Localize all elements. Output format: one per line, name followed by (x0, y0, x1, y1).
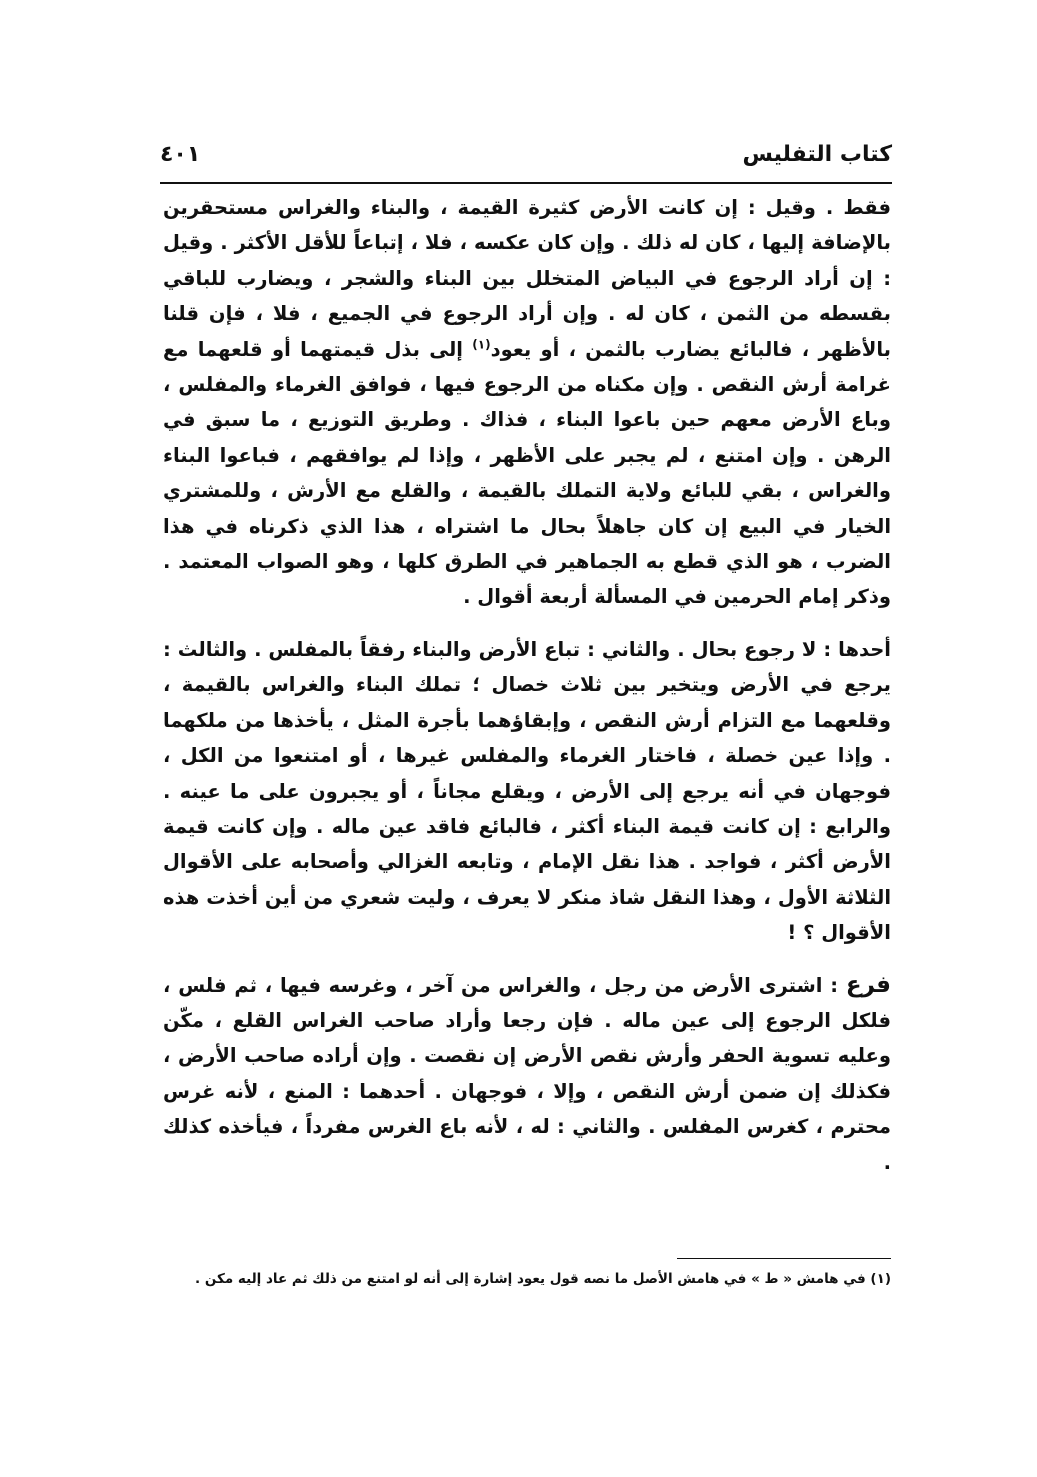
paragraph-3 (163, 968, 891, 1180)
page-number: ٤٠١ (160, 142, 201, 167)
paragraph-3-text: : اشترى الأرض من رجل ، والغراس من آخر ، وغرسه فيها ، ثم فلس ، فلكل الرجوع إلى عين ماله . فإن رجعا وأراد صاحب الغراس القلع ، مكّن وعليه تسوية الحفر وأرش نقص الأرض إن نقصت . وإن أراده صاحب الأرض ، فكذلك إن ضمن أرش النقص ، وإلا ، فوجهان . أحدهما : المنع ، لأنه غرس محترم ، كغرس المفلس . والثاني : له ، لأنه باع الغرس مفرداً ، فيأخذه كذلك . (163, 973, 891, 1174)
paragraph-1-text-after: إلى بذل قيمتهما أو قلعهما مع غرامة أرش النقص . وإن مكناه من الرجوع فيها ، فوافق الغرماء والمفلس ، وباع الأرض معهم حين باعوا البناء ، فذاك . وطريق التوزيع ، ما سبق في الرهن . وإن امتنع ، لم يجبر على الأظهر ، وإذا لم يوافقهم ، فباعوا البناء والغراس ، بقي للبائع ولاية التملك بالقيمة ، والقلع مع الأرش ، وللمشتري الخيار في البيع إن كان جاهلاً بحال ما اشتراه ، هذا الذي ذكرناه في هذا الضرب ، هو الذي قطع به الجماهير في الطرق كلها ، وهو الصواب المعتمد . وذكر إمام الحرمين في المسألة أربعة أقوال . (163, 337, 891, 609)
branch-label: فرع (845, 971, 891, 998)
chapter-title: كتاب التفليس (742, 142, 892, 167)
footnote-reference[interactable]: (١) (472, 337, 491, 352)
footnote-divider (677, 1258, 891, 1259)
header-divider (160, 182, 892, 184)
paragraph-1 (163, 190, 891, 615)
main-text (163, 190, 891, 1180)
paragraph-1-text-before: فقط . وقيل : إن كانت الأرض كثيرة القيمة ، والبناء والغراس مستحقرين بالإضافة إليها ، كان له ذلك . وإن كان عكسه ، فلا ، إتباعاً للأقل الأكثر . وقيل : إن أراد الرجوع في البياض المتخلل بين البناء والشجر ، ويضارب للباقي بقسطه من الثمن ، كان له . وإن أراد الرجوع في الجميع ، فلا ، فإن قلنا بالأظهر ، فالبائع يضارب بالثمن ، أو يعود (163, 196, 891, 361)
footnote: (١) في هامش « ط » في هامش الأصل ما نصه قول يعود إشارة إلى أنه لو امتنع من ذلك ثم عاد إليه مكن . (195, 1271, 891, 1287)
paragraph-2: أحدها : لا رجوع بحال . والثاني : تباع الأرض والبناء رفقاً بالمفلس . والثالث : يرجع في الأرض ويتخير بين ثلاث خصال ؛ تملك البناء والغراس بالقيمة ، وقلعهما مع التزام أرش النقص ، وإبقاؤهما بأجرة المثل ، يأخذها من ملكهما . وإذا عين خصلة ، فاختار الغرماء والمفلس غيرها ، أو امتنعوا من الكل ، فوجهان في أنه يرجع إلى الأرض ، ويقلع مجاناً ، أو يجبرون على ما عينه . والرابع : إن كانت قيمة البناء أكثر ، فالبائع فاقد عين ماله . وإن كانت قيمة الأرض أكثر ، فواجد . هذا نقل الإمام ، وتابعه الغزالي وأصحابه على الأقوال الثلاثة الأول ، وهذا النقل شاذ منكر لا يعرف ، وليت شعري من أين أخذت هذه الأقوال ؟ ! (163, 637, 891, 945)
page-header (160, 140, 892, 180)
